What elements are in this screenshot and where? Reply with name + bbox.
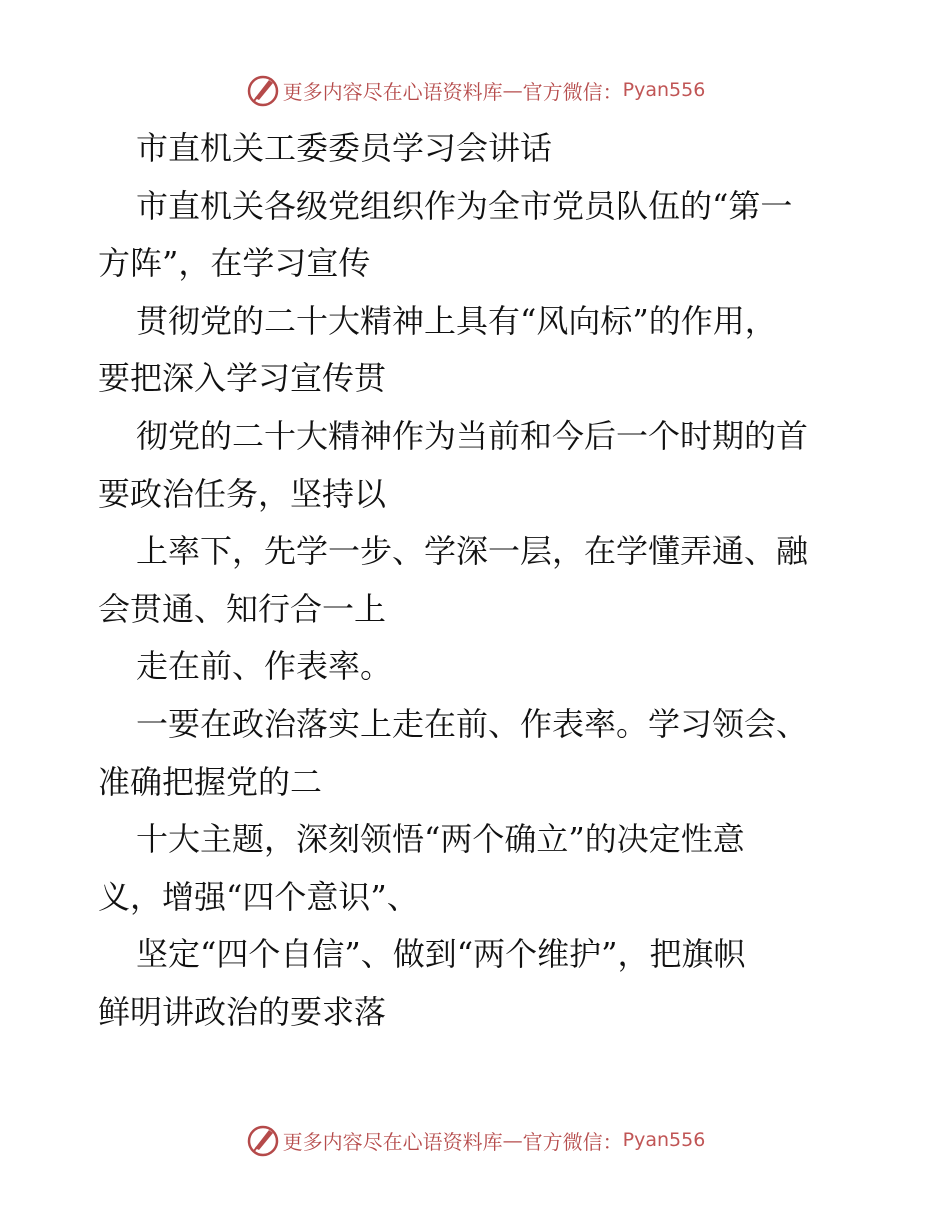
paragraph-line: 准确把握党的二 [98,762,323,801]
footer-banner [0,1120,950,1160]
paragraph-line: 走在前、作表率。 [136,647,393,686]
doc-title: 市直机关工委委员学习会讲话 [136,129,553,167]
document-body [98,120,858,1042]
banner-wechat-label: 官方微信： [522,79,623,104]
banner-wechat-id: Pyan556 [622,1129,706,1151]
banner-separator: — [502,1128,523,1152]
banner-wechat-label: 官方微信： [522,1129,623,1154]
paragraph-line: 要把深入学习宣传贯 [98,359,387,398]
banner-wechat-id: Pyan556 [622,79,706,101]
paragraph-line: 义，增强“四个意识”、 [98,877,419,916]
quill-pen-icon [245,1122,281,1158]
header-banner [0,70,950,110]
quill-pen-icon [245,72,281,108]
banner-separator: — [502,78,523,102]
paragraph-line: 市直机关各级党组织作为全市党员队伍的“第一 [136,186,793,225]
paragraph-line: 彻党的二十大精神作为当前和今后一个时期的首 [136,416,809,455]
paragraph-line: 十大主题，深刻领悟“两个确立”的决定性意 [136,820,745,859]
paragraph-line: 方阵”，在学习宣传 [98,244,371,283]
paragraph-line: 一要在政治落实上走在前、作表率。学习领会、 [136,704,809,743]
banner-text: 更多内容尽在心语资料库 [282,1129,503,1154]
banner-text: 更多内容尽在心语资料库 [282,79,503,104]
paragraph-line: 鲜明讲政治的要求落 [98,992,387,1031]
paragraph-line: 贯彻党的二十大精神上具有“风向标”的作用， [136,301,777,340]
paragraph-line: 要政治任务，坚持以 [98,474,387,513]
paragraph-line: 上率下，先学一步、学深一层，在学懂弄通、融 [136,532,809,571]
paragraph-line: 会贯通、知行合一上 [98,589,387,628]
paragraph-line: 坚定“四个自信”、做到“两个维护”，把旗帜 [136,935,746,974]
